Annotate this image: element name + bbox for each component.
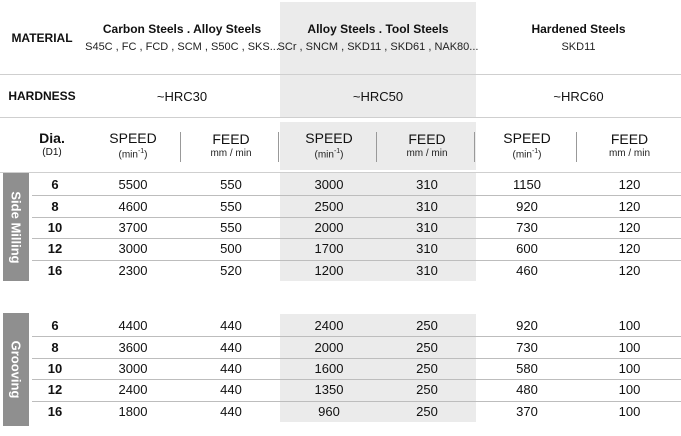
divider — [0, 117, 681, 118]
feed-cell: 250 — [416, 360, 438, 376]
speed-cell: 3000 — [118, 360, 148, 376]
feed-cell: 440 — [220, 382, 242, 398]
feed-cell: 310 — [416, 177, 438, 193]
speed-unit-base: (min — [512, 149, 532, 161]
column-separator — [376, 132, 377, 162]
section-label: Side Milling — [8, 190, 24, 264]
speed-unit-exponent: -1 — [137, 147, 145, 155]
column-separator — [180, 132, 181, 162]
speed-label: SPEED — [305, 130, 353, 147]
speed-cell: 2000 — [314, 219, 344, 235]
speed-cell: 370 — [516, 403, 538, 419]
speed-cell: 1350 — [314, 382, 344, 398]
speed-cell: 1200 — [314, 262, 344, 278]
speed-unit — [118, 148, 147, 161]
feed-unit: mm / min — [210, 148, 252, 160]
feed-cell: 100 — [618, 382, 641, 398]
material-label: MATERIAL — [11, 31, 73, 45]
material-name: Hardened Steels — [531, 21, 626, 36]
material-grades: SCr , SNCM , SKD11 , SKD61 , NAK80... — [277, 40, 479, 53]
speed-header — [84, 122, 182, 170]
speed-cell: 730 — [516, 219, 538, 235]
feed-cell: 310 — [416, 198, 438, 214]
feed-cell: 100 — [618, 403, 641, 419]
feed-cell: 310 — [416, 219, 438, 235]
speed-cell: 480 — [516, 382, 538, 398]
speed-cell: 3600 — [118, 339, 148, 355]
diameter-cell: 16 — [47, 403, 63, 419]
dia-label: Dia. — [39, 130, 65, 147]
diameter-cell: 8 — [51, 198, 59, 214]
feed-cell: 440 — [220, 403, 242, 419]
feed-cell: 520 — [220, 262, 242, 278]
feed-cell: 550 — [220, 219, 242, 235]
speed-cell: 920 — [516, 198, 538, 214]
hardness-value: ~HRC50 — [280, 75, 476, 117]
feed-cell: 250 — [416, 382, 438, 398]
feed-label: FEED — [408, 131, 446, 148]
feed-cell: 550 — [220, 198, 242, 214]
speed-unit-base: (min — [314, 149, 334, 161]
column-separator — [474, 132, 475, 162]
feed-cell: 100 — [618, 339, 641, 355]
speed-cell: 3000 — [314, 177, 344, 193]
material-grades: SKD11 — [561, 40, 596, 53]
feed-cell: 310 — [416, 241, 438, 257]
speed-cell: 1600 — [314, 360, 344, 376]
diameter-cell: 6 — [51, 318, 59, 334]
speed-cell: 460 — [516, 262, 538, 278]
material-name: Alloy Steels . Tool Steels — [307, 21, 449, 36]
speed-cell: 3000 — [118, 241, 148, 257]
speed-unit — [314, 148, 343, 161]
feed-cell: 120 — [618, 198, 641, 214]
feed-cell: 550 — [220, 177, 242, 193]
speed-unit-close: ) — [538, 149, 542, 161]
feed-header — [378, 122, 476, 170]
feed-unit: mm / min — [406, 148, 448, 160]
speed-unit-base: (min — [118, 149, 138, 161]
material-name: Carbon Steels . Alloy Steels — [102, 21, 262, 36]
speed-label: SPEED — [109, 130, 157, 147]
speed-unit-exponent: -1 — [531, 147, 539, 155]
feed-cell: 120 — [618, 219, 641, 235]
speed-unit-exponent: -1 — [333, 147, 341, 155]
dia-sub: (D1) — [42, 147, 62, 159]
feed-cell: 440 — [220, 318, 242, 334]
speed-cell: 1150 — [513, 177, 541, 193]
diameter-cell: 16 — [47, 262, 63, 278]
feed-cell: 100 — [618, 360, 641, 376]
material-hardened-steels — [476, 2, 681, 74]
speed-unit-close: ) — [144, 149, 148, 161]
speed-cell: 3700 — [118, 219, 148, 235]
material-carbon-steels — [84, 2, 280, 74]
feed-cell: 120 — [618, 177, 641, 193]
hardness-label: HARDNESS — [8, 89, 76, 103]
speed-unit-close: ) — [340, 149, 344, 161]
diameter-cell: 8 — [51, 339, 59, 355]
section-label: Grooving — [8, 340, 24, 399]
speed-header — [476, 122, 578, 170]
speed-cell: 920 — [516, 318, 538, 334]
feed-cell: 250 — [416, 339, 438, 355]
speed-cell: 1700 — [314, 241, 344, 257]
speed-cell: 730 — [516, 339, 538, 355]
hardness-value: ~HRC30 — [156, 88, 208, 104]
diameter-cell: 12 — [47, 241, 63, 257]
speed-cell: 4600 — [118, 198, 148, 214]
feed-cell: 100 — [618, 318, 641, 334]
column-separator — [278, 132, 279, 162]
speed-cell: 600 — [516, 241, 538, 257]
feed-header — [182, 122, 280, 170]
feed-cell: 500 — [220, 241, 242, 257]
feed-cell: 250 — [416, 403, 438, 419]
speed-cell: 960 — [318, 403, 340, 419]
feed-header — [578, 122, 681, 170]
speed-cell: 1800 — [118, 403, 148, 419]
feed-unit: mm / min — [608, 148, 651, 160]
diameter-cell: 10 — [47, 219, 63, 235]
speed-header — [280, 122, 378, 170]
speed-cell: 2400 — [314, 318, 344, 334]
feed-cell: 310 — [416, 262, 438, 278]
column-separator — [576, 132, 577, 162]
feed-cell: 250 — [416, 318, 438, 334]
speed-label: SPEED — [503, 130, 551, 147]
speed-unit — [512, 148, 541, 161]
feed-label: FEED — [610, 131, 649, 148]
feed-cell: 120 — [618, 262, 641, 278]
speed-cell: 580 — [516, 360, 538, 376]
speed-cell: 4400 — [118, 318, 148, 334]
diameter-cell: 10 — [47, 360, 63, 376]
speed-cell: 2400 — [118, 382, 148, 398]
diameter-cell: 6 — [51, 177, 59, 193]
speed-cell: 2300 — [118, 262, 148, 278]
hardness-value: ~HRC60 — [553, 88, 604, 104]
speed-cell: 2000 — [314, 339, 344, 355]
diameter-cell: 12 — [47, 382, 63, 398]
dia-header — [20, 120, 84, 170]
speed-cell: 2500 — [314, 198, 344, 214]
feed-label: FEED — [212, 131, 250, 148]
speed-cell: 5500 — [118, 177, 148, 193]
feed-cell: 120 — [618, 241, 641, 257]
feed-cell: 440 — [220, 339, 242, 355]
material-alloy-tool-steels — [277, 2, 479, 74]
feed-cell: 440 — [220, 360, 242, 376]
material-grades: S45C , FC , FCD , SCM , S50C , SKS... — [85, 40, 279, 53]
